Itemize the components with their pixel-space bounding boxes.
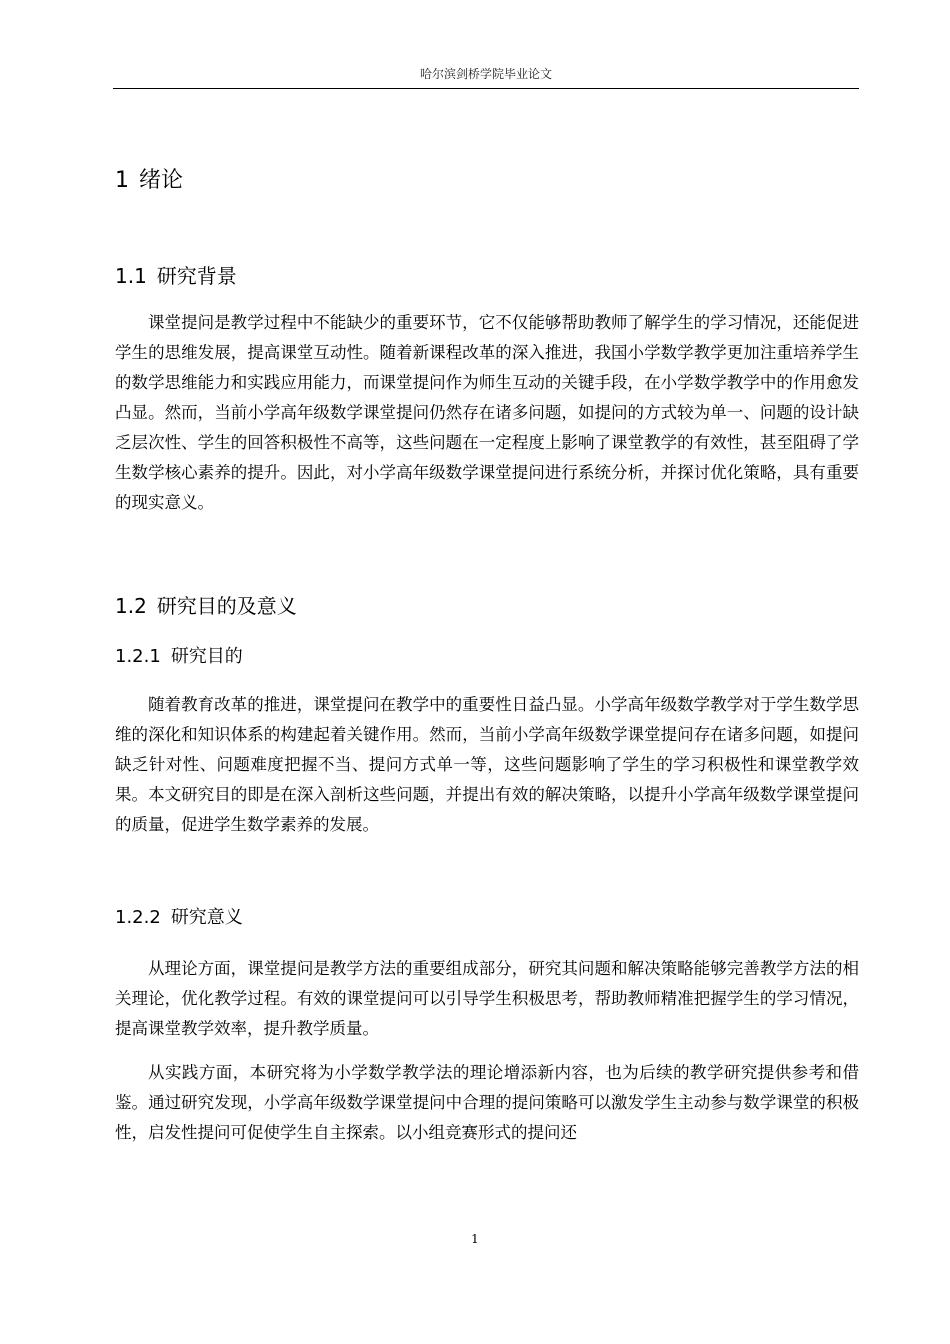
chapter-title: 绪论 [139,168,184,193]
paragraph-background: 课堂提问是教学过程中不能缺少的重要环节，它不仅能够帮助教师了解学生的学习情况，还能促进学生的思维发展，提高课堂互动性。随着新课程改革的深入推进，我国小学数学教学更加注重培养学生的数学思维能力和实践应用能力，而课堂提问作为师生互动的关键手段，在小学数学教学中的作用愈发凸显。然而，当前小学高年级数学课堂提问仍然存在诸多问题，如提问的方式较为单一、问题的设计缺乏层次性、学生的回答积极性不高等，这些问题在一定程度上影响了课堂教学的有效性，甚至阻碍了学生数学核心素养的提升。因此，对小学高年级数学课堂提问进行系统分析，并探讨优化策略，具有重要的现实意义。 [115,313,859,512]
section-heading-1-2 [115,592,297,620]
subsection-title: 研究意义 [170,907,243,928]
subsection-heading-1-2-2 [115,905,243,931]
header-rule [113,88,859,89]
section-title: 研究目的及意义 [156,594,297,618]
subsection-number: 1.2.2 [115,907,161,928]
subsection-title: 研究目的 [170,646,243,667]
section-heading-1-1 [115,262,237,290]
paragraph-purpose: 随着教育改革的推进，课堂提问在教学中的重要性日益凸显。小学高年级数学教学对于学生数学思维的深化和知识体系的构建起着关键作用。然而，当前小学高年级数学课堂提问存在诸多问题，如提问缺乏针对性、问题难度把握不当、提问方式单一等，这些问题影响了学生的学习积极性和课堂教学效果。本文研究目的即是在深入剖析这些问题，并提出有效的解决策略，以提升小学高年级数学课堂提问的质量，促进学生数学素养的发展。 [115,695,859,834]
chapter-heading [115,166,183,196]
paragraph-significance-theory: 从理论方面，课堂提问是教学方法的重要组成部分，研究其问题和解决策略能够完善教学方法的相关理论，优化教学过程。有效的课堂提问可以引导学生积极思考，帮助教师精准把握学生的学习情况，提高课堂教学效率，提升教学质量。 [115,959,859,1038]
subsection-heading-1-2-1 [115,644,243,670]
subsection-number: 1.2.1 [115,646,161,667]
page-number: 1 [471,1232,479,1246]
running-header: 哈尔滨剑桥学院毕业论文 [419,67,552,81]
paragraph-significance-practice: 从实践方面，本研究将为小学数学教学法的理论增添新内容，也为后续的教学研究提供参考和借鉴。通过研究发现，小学高年级数学课堂提问中合理的提问策略可以激发学生主动参与数学课堂的积极性，启发性提问可促使学生自主探索。以小组竞赛形式的提问还 [115,1063,859,1142]
section-number: 1.1 [115,264,147,288]
chapter-number: 1 [115,168,129,193]
section-title: 研究背景 [156,264,237,288]
section-number: 1.2 [115,594,147,618]
